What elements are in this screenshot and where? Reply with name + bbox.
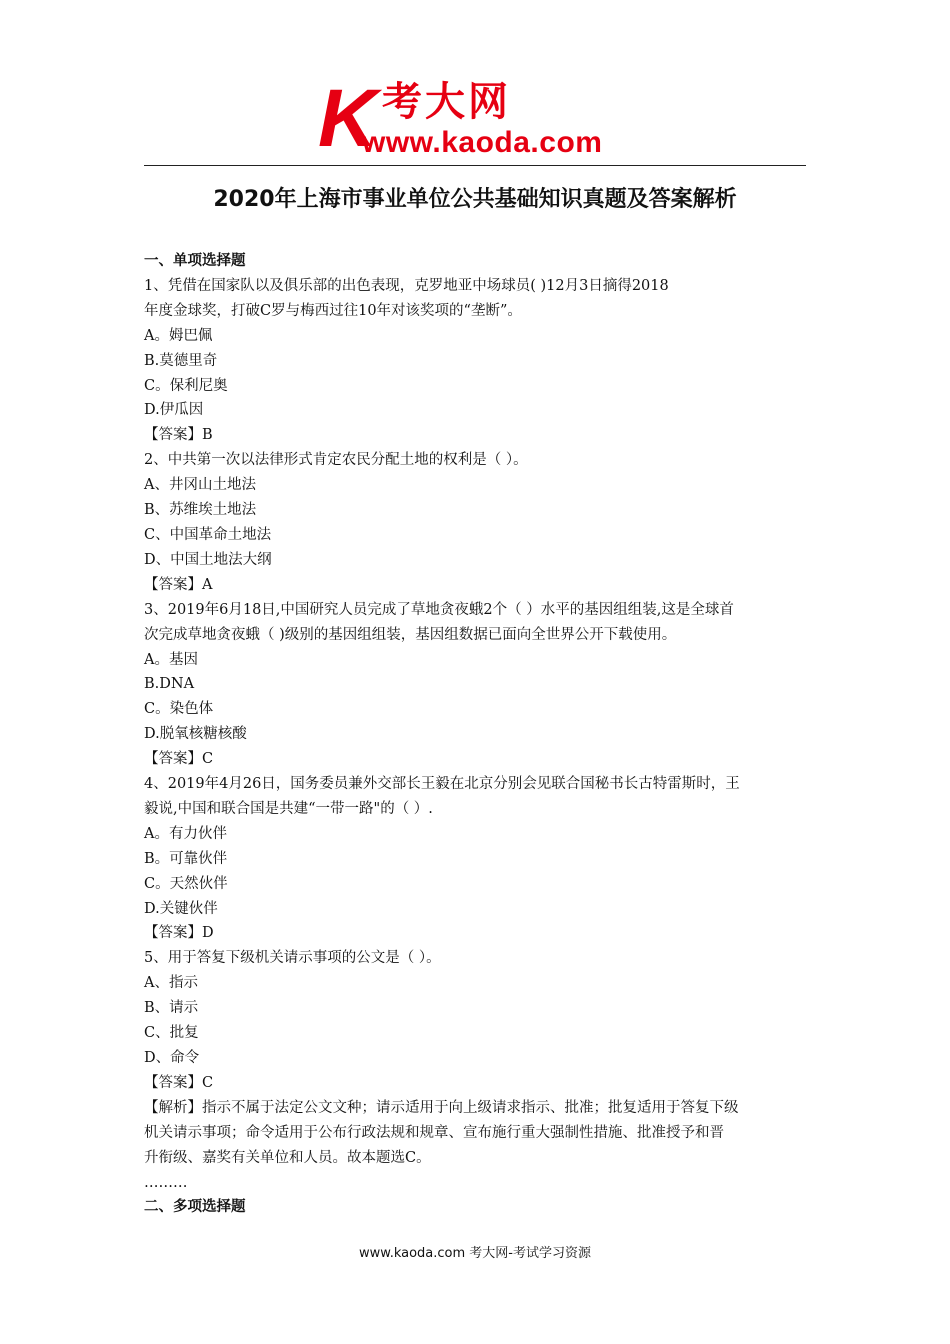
question-4-option-c: C。天然伙伴 [144,875,228,892]
section-heading-single-choice: 一、单项选择题 [144,253,246,269]
section-heading-multiple-choice: 二、多项选择题 [144,1199,246,1216]
document-body [144,249,808,1220]
question-5-option-d: D、命令 [144,1050,200,1066]
question-4-answer: 【答案】D [144,925,214,942]
question-4-option-d: D.关键伙伴 [144,900,218,917]
question-5-answer: 【答案】C [144,1074,214,1091]
logo-name: 考大网 [382,79,511,125]
question-1-option-a: A。姆巴佩 [144,327,213,344]
question-4-option-a: A。有力伙伴 [144,825,227,842]
question-1-option-d: D.伊瓜因 [144,402,204,419]
question-5-line-1: 5、用于答复下级机关请示事项的公文是（ ）。 [144,950,441,967]
question-4-option-b: B。可靠伙伴 [144,850,228,867]
question-2-option-d: D、中国土地法大纲 [144,551,272,568]
ellipsis: ……… [144,1174,188,1191]
question-1-option-c: C。保利尼奥 [144,377,228,394]
document-title: 2020年上海市事业单位公共基础知识真题及答案解析 [213,187,737,212]
question-3-option-b: B.DNA [144,676,195,693]
question-1-line-2: 年度金球奖，打破C罗与梅西过往10年对该奖项的“垄断”。 [144,302,522,319]
site-logo [318,73,638,164]
question-2-option-a: A、井冈山土地法 [144,477,256,494]
question-2-option-b: B、苏维埃土地法 [144,502,257,519]
question-5-option-c: C、批复 [144,1025,199,1042]
question-1-option-b: B.莫德里奇 [144,352,218,369]
question-3-line-2: 次完成草地贪夜蛾（ )级别的基因组组装，基因组数据已面向全世界公开下载使用。 [144,626,677,643]
analysis-line-2: 机关请示事项；命令适用于公布行政法规和规章、宣布施行重大强制性措施、批准授予和晋 [144,1124,724,1141]
question-5-option-b: B、请示 [144,1000,199,1017]
analysis-line-3: 升衔级、嘉奖有关单位和人员。故本题选C。 [144,1149,431,1166]
question-3-answer: 【答案】C [144,751,214,768]
page-footer: www.kaoda.com 考大网-考试学习资源 [359,1246,591,1261]
logo-url: www.kaoda.com [362,126,603,159]
question-3-option-d: D.脱氧核糖核酸 [144,726,247,743]
question-2-answer: 【答案】A [144,576,213,593]
question-1-line-1: 1、凭借在国家队以及俱乐部的出色表现，克罗地亚中场球员( )12月3日摘得2018 [144,277,669,294]
analysis-label: 【解析】 [144,1099,202,1116]
question-2-line-1: 2、中共第一次以法律形式肯定农民分配土地的权利是（ ）。 [144,452,528,469]
question-1-answer: 【答案】B [144,427,213,444]
logo-k-mark: K [318,73,378,164]
question-3-line-1: 3、2019年6月18日,中国研究人员完成了草地贪夜蛾2个（ ）水平的基因组组装,这是全球首 [144,601,734,618]
question-4-line-1: 4、2019年4月26日，国务委员兼外交部长王毅在北京分别会见联合国秘书长古特雷斯时，王 [144,776,740,793]
analysis-text-1: 指示不属于法定公文文种；请示适用于向上级请求指示、批准；批复适用于答复下级 [202,1099,739,1116]
question-2-option-c: C、中国革命土地法 [144,526,272,543]
header-divider [144,165,806,166]
question-5-option-a: A、指示 [144,975,198,992]
question-4-line-2: 毅说,中国和联合国是共建“一带一路"的（ ）. [144,800,433,817]
analysis-line-1 [144,1096,808,1121]
question-3-option-c: C。染色体 [144,701,214,718]
question-3-option-a: A。基因 [144,651,198,668]
